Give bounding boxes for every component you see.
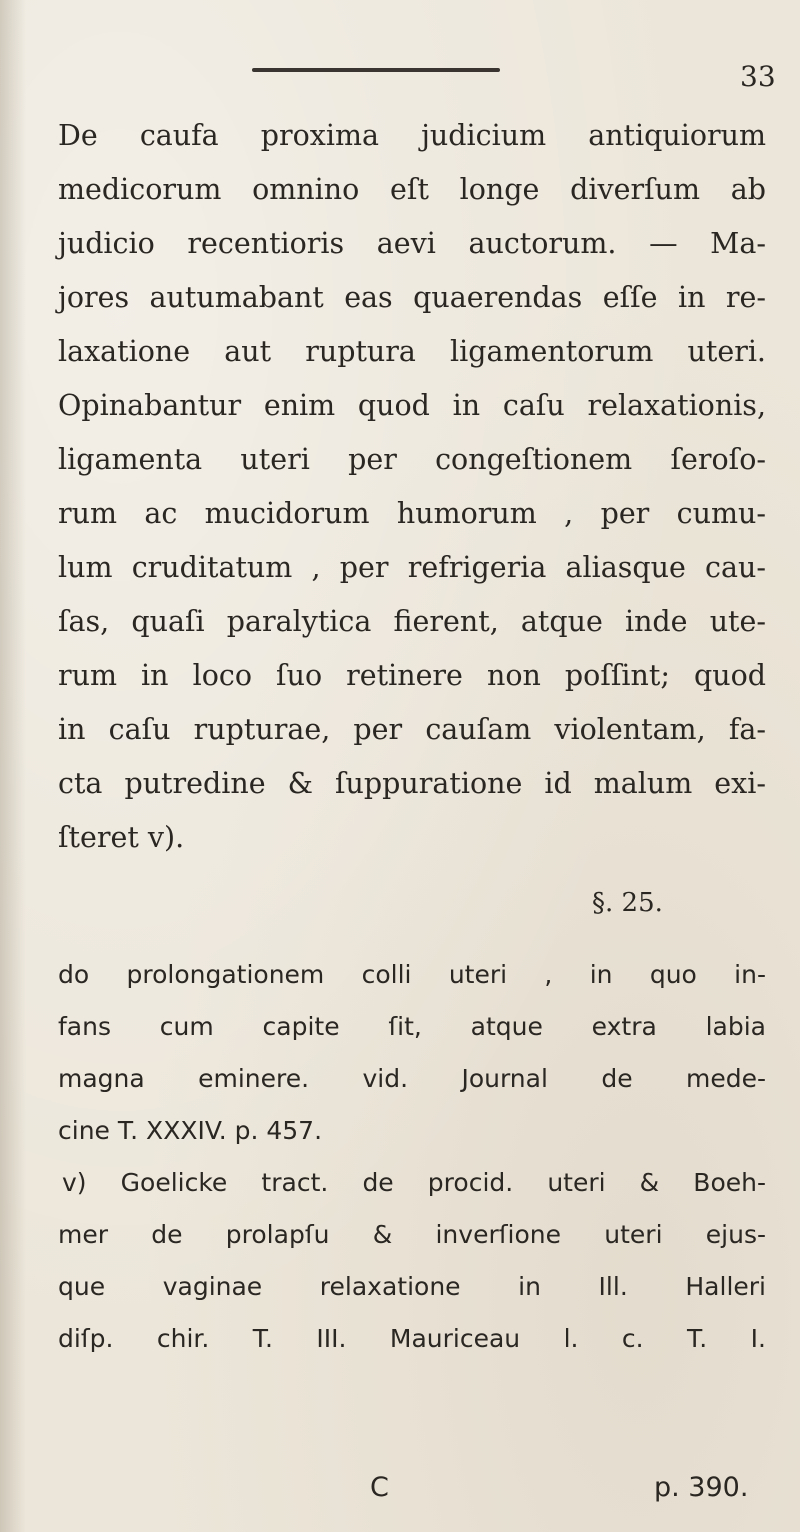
body-line-7: ligamenta uteri per congeſtionem ſeroſo- [58, 443, 766, 476]
body-line-9: lum cruditatum , per refrigeria aliasque cau- [58, 551, 766, 584]
body-line-12: in caſu rupturae, per cauſam violentam, fa- [58, 713, 766, 746]
page-edge-shadow [0, 0, 26, 1532]
body-line-13: cta putredine & ſuppuratione id malum exi- [58, 767, 766, 800]
header-rule [252, 68, 500, 72]
body-line-3: judicio recentioris aevi auctorum. — Ma- [58, 227, 766, 260]
body-line-2: medicorum omnino eſt longe diverſum ab [58, 173, 766, 206]
body-line-11: rum in loco ſuo retinere non poſſint; quod [58, 659, 766, 692]
catchword: p. 390. [654, 1472, 749, 1503]
body-line-4: jores autumabant eas quaerendas eſſe in re- [58, 281, 766, 314]
footnote-line-2: fans cum capite ſit, atque extra labia [58, 1012, 766, 1041]
footnote-line-6: mer de prolapſu & inverſione uteri ejus- [58, 1220, 766, 1249]
footnote-line-3: magna eminere. vid. Journal de mede- [58, 1064, 766, 1093]
body-line-5: laxatione aut ruptura ligamentorum uteri. [58, 335, 766, 368]
body-line-8: rum ac mucidorum humorum , per cumu- [58, 497, 766, 530]
footnote-line-7: que vaginae relaxatione in Ill. Halleri [58, 1272, 766, 1301]
footnote-line-4: cine T. XXXIV. p. 457. [58, 1116, 323, 1145]
body-line-10: ſas, quaſi paralytica fierent, atque inde ute- [58, 605, 766, 638]
body-line-1: De caufa proxima judicium antiquiorum [58, 119, 766, 152]
signature-mark: C [370, 1472, 389, 1503]
footnote-line-5: v) Goelicke tract. de procid. uteri & Boeh- [62, 1168, 766, 1197]
body-line-14: ſteret v). [58, 821, 185, 854]
page-number: 33 [740, 60, 776, 93]
section-mark: §. 25. [592, 888, 663, 918]
body-line-6: Opinabantur enim quod in caſu relaxationis, [58, 389, 766, 422]
footnote-line-8: diſp. chir. T. III. Mauriceau l. c. T. I. [58, 1324, 766, 1353]
footnote-line-1: do prolongationem colli uteri , in quo in- [58, 960, 766, 989]
